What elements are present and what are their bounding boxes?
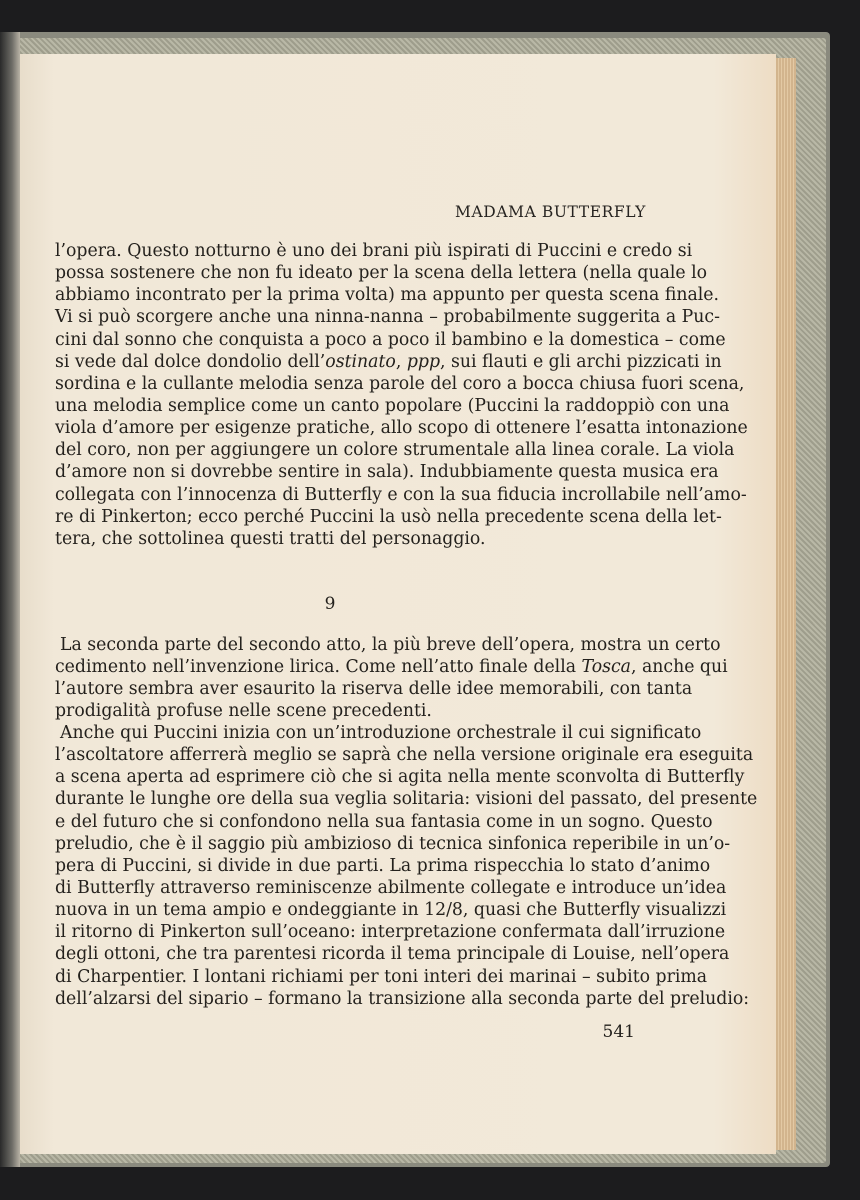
text-line: collegata con l’innocenza di Butterfly e con la sua fiducia incrollabile nell’amo- bbox=[55, 484, 747, 505]
text-line: nuova in un tema ampio e ondeggiante in 12/8, quasi che Butterfly visualizzi bbox=[55, 900, 727, 921]
text-line: di Butterfly attraverso reminiscenze abilmente collegate e introduce un’idea bbox=[55, 877, 727, 898]
text-line: d’amore non si dovrebbe sentire in sala). Indubbiamente questa musica era bbox=[55, 462, 719, 483]
text-line: una melodia semplice come un canto popolare (Puccini la raddoppiò con una bbox=[55, 395, 730, 416]
page-number: 541 bbox=[602, 1022, 635, 1042]
text-line: preludio, che è il saggio più ambizioso di tecnica sinfonica reperibile in un’o- bbox=[55, 833, 731, 854]
text-line: La seconda parte del secondo atto, la più breve dell’opera, mostra un certo bbox=[60, 635, 721, 655]
text-line: del coro, non per aggiungere un colore strumentale alla linea corale. La viola bbox=[55, 440, 735, 461]
running-head: MADAMA BUTTERFLY bbox=[455, 203, 646, 221]
text-line: re di Pinkerton; ecco perché Puccini la usò nella precedente scena della let- bbox=[55, 506, 722, 527]
text-line: sordina e la cullante melodia senza parole del coro a bocca chiusa fuori scena, bbox=[55, 373, 745, 394]
text-line: e del futuro che si confondono nella sua fantasia come in un sogno. Questo bbox=[55, 811, 713, 832]
text-line: cini dal sonno che conquista a poco a poco il bambino e la domestica – come bbox=[55, 329, 726, 350]
text-line: possa sostenere che non fu ideato per la scena della lettera (nella quale lo bbox=[55, 263, 708, 284]
text-line: l’autore sembra aver esaurito la riserva delle idee memorabili, con tanta bbox=[55, 679, 693, 700]
text-line: durante le lunghe ore della sua veglia solitaria: visioni del passato, del presente bbox=[55, 789, 758, 810]
binding-gutter bbox=[0, 32, 20, 1167]
paragraph-1 bbox=[55, 240, 748, 550]
text-line: cedimento nell’invenzione lirica. Come nell’atto finale della Tosca bbox=[55, 657, 631, 678]
text-line: si vede dal dolce dondolio dell’ostinato, ppp, sui flauti e gli archi pizzicati in bbox=[55, 351, 722, 372]
text-line: il ritorno di Pinkerton sull’oceano: interpretazione confermata dall’irruzione bbox=[55, 922, 726, 943]
text-line: Vi si può scorgere anche una ninna-nanna – probabilmente suggerita a Puc- bbox=[55, 307, 720, 328]
text-line: l’ascoltatore afferrerà meglio se saprà che nella versione originale era eseguita bbox=[55, 745, 754, 766]
text-line: degli ottoni, che tra parentesi ricorda il tema principale di Louise, nell’opera bbox=[55, 944, 730, 965]
text-line: l’opera. Questo notturno è uno dei brani più ispirati di Puccini e credo si bbox=[55, 241, 693, 261]
text-line: dell’alzarsi del sipario – formano la transizione alla seconda parte del preludio: bbox=[55, 988, 750, 1009]
paragraph-3 bbox=[55, 722, 758, 1010]
section-number: 9 bbox=[324, 594, 336, 614]
paragraph-2 bbox=[55, 634, 721, 723]
text-line: pera di Puccini, si divide in due parti. La prima rispecchia lo stato d’animo bbox=[55, 855, 711, 876]
text-line: viola d’amore per esigenze pratiche, allo scopo di ottenere l’esatta intonazione bbox=[55, 418, 748, 439]
text-line: Anche qui Puccini inizia con un’introduzione orchestrale il cui significato bbox=[60, 723, 702, 743]
text-line: di Charpentier. I lontani richiami per toni interi dei marinai – subito prima bbox=[55, 966, 708, 987]
text-line: abbiamo incontrato per la prima volta) ma appunto per questa scena finale. bbox=[55, 285, 720, 306]
text-line: prodigalità profuse nelle scene precedenti. bbox=[55, 701, 432, 722]
text-line: a scena aperta ad esprimere ciò che si agita nella mente sconvolta di Butterfly bbox=[55, 767, 745, 788]
text-line: tera, che sottolinea questi tratti del personaggio. bbox=[55, 528, 486, 549]
